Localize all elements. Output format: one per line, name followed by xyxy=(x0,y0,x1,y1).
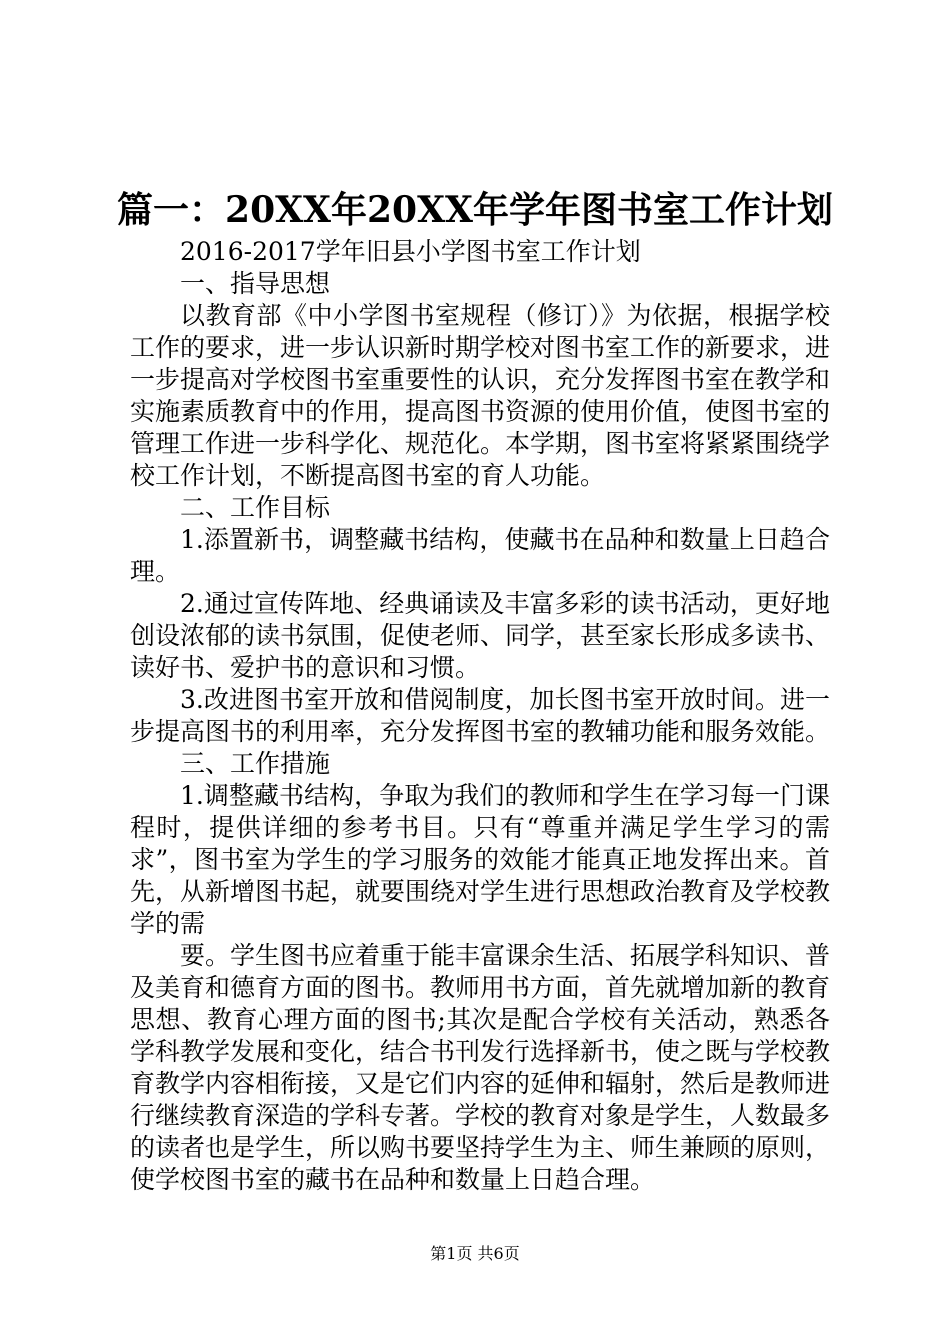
document-body xyxy=(130,236,830,1196)
paragraph-guiding-ideology: 以教育部《中小学图书室规程（修订）》为依据，根据学校工作的要求，进一步认识新时期学校对图书室工作的新要求，进一步提高对学校图书室重要性的认识，充分发挥图书室在教学和实施素质教育中的作用，提高图书资源的使用价值，使图书室的管理工作进一步科学化、规范化。本学期，图书室将紧紧围绕学校工作计划，不断提高图书室的育人功能。 xyxy=(130,301,831,490)
document-title: 篇一：20XX年20XX年学年图书室工作计划 xyxy=(117,189,833,231)
plan-subtitle: 2016-2017学年旧县小学图书室工作计划 xyxy=(180,237,641,266)
paragraph-goal-1: 1.添置新书，调整藏书结构，使藏书在品种和数量上日趋合理。 xyxy=(130,525,830,586)
section-heading-guiding-ideology: 一、指导思想 xyxy=(180,269,331,298)
page-footer: 第1页 共6页 xyxy=(430,1244,520,1263)
section-heading-work-measures: 三、工作措施 xyxy=(180,749,331,778)
paragraph-measure-1: 1.调整藏书结构，争取为我们的教师和学生在学习每一门课程时，提供详细的参考书目。只有“尊重并满足学生学习的需求”，图书室为学生的学习服务的效能才能真正地发挥出来。首先，从新增图书起，就要围绕对学生进行思想政治教育及学校教学的需 xyxy=(130,781,831,938)
paragraph-measure-1-continued: 要。学生图书应着重于能丰富课余生活、拓展学科知识、普及美育和德育方面的图书。教师用书方面，首先就增加新的教育思想、教育心理方面的图书;其次是配合学校有关活动，熟悉各学科教学发展和变化，结合书刊发行选择新书，使之既与学校教育教学内容相衔接，又是它们内容的延伸和辐射，然后是教师进行继续教育深造的学科专著。学校的教育对象是学生，人数最多的读者也是学生，所以购书要坚持学生为主、师生兼顾的原则，使学校图书室的藏书在品种和数量上日趋合理。 xyxy=(130,941,831,1194)
paragraph-goal-2: 2.通过宣传阵地、经典诵读及丰富多彩的读书活动，更好地创设浓郁的读书氛围，促使老师、同学，甚至家长形成多读书、读好书、爱护书的意识和习惯。 xyxy=(130,589,831,682)
section-heading-work-goals: 二、工作目标 xyxy=(180,493,331,522)
paragraph-goal-3: 3.改进图书室开放和借阅制度，加长图书室开放时间。进一步提高图书的利用率，充分发挥图书室的教辅功能和服务效能。 xyxy=(130,685,831,746)
